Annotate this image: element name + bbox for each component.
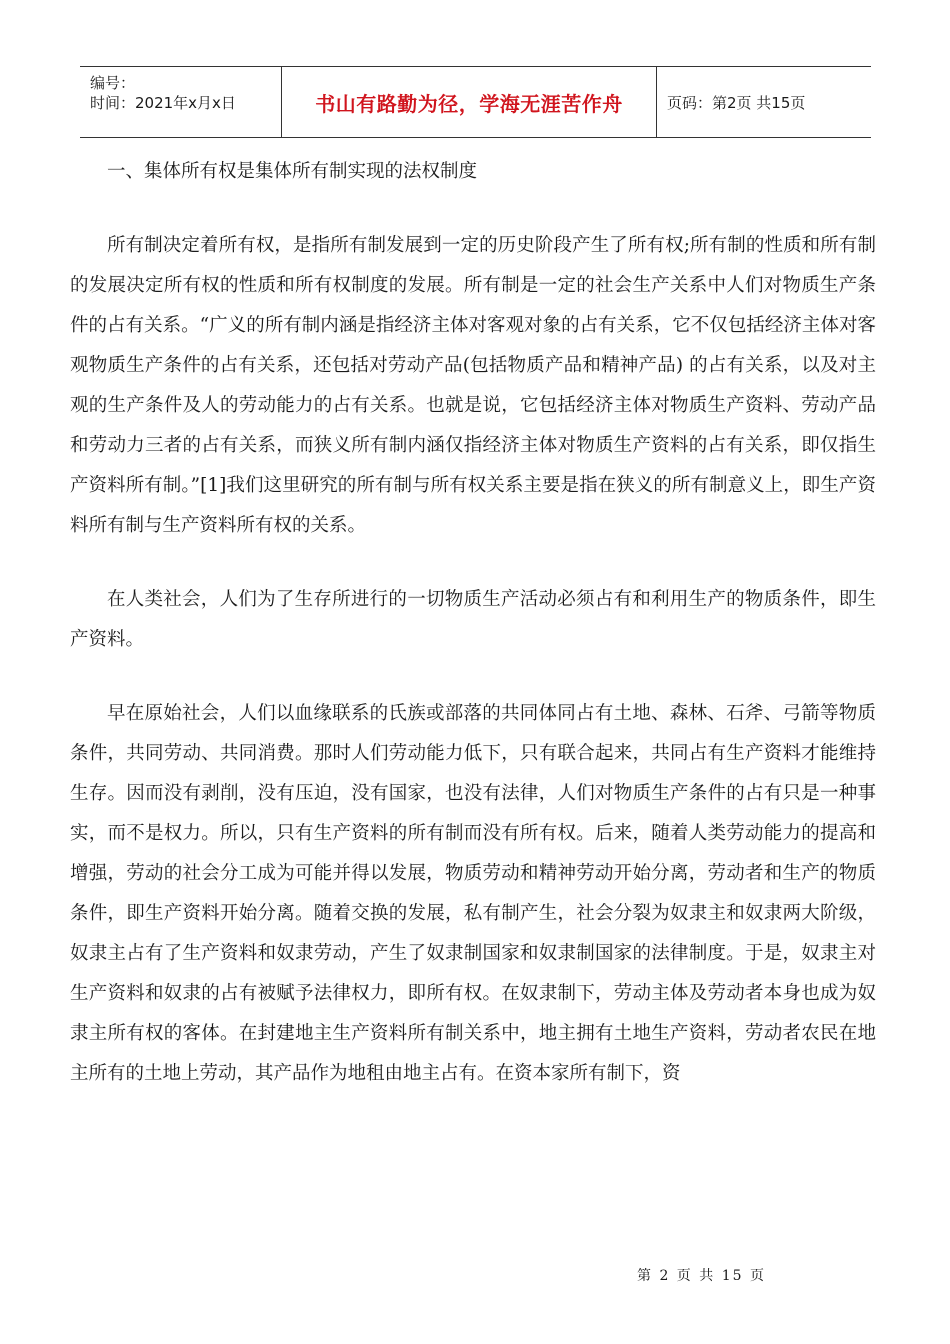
paragraph-2: 在人类社会，人们为了生存所进行的一切物质生产活动必须占有和利用生产的物质条件，即生产资料。 xyxy=(70,589,876,650)
section-heading: 一、集体所有权是集体所有制实现的法权制度 xyxy=(107,161,478,182)
page-footer: 第 2 页 共 15 页 xyxy=(637,1268,766,1284)
number-label: 编号： xyxy=(90,74,136,92)
document-body xyxy=(70,152,876,1128)
header-meta xyxy=(80,67,282,137)
header-motto: 书山有路勤为径，学海无涯苦作舟 xyxy=(282,67,657,137)
time-label: 时间：2021年x月x日 xyxy=(90,94,236,112)
header-page-info: 页码：第2页 共15页 xyxy=(667,93,806,112)
paragraph-1: 所有制决定着所有权，是指所有制发展到一定的历史阶段产生了所有权;所有制的性质和所有制的发展决定所有权的性质和所有权制度的发展。所有制是一定的社会生产关系中人们对物质生产条件的占有关系。“广义的所有制内涵是指经济主体对客观对象的占有关系，它不仅包括经济主体对客观物质生产条件的占有关系，还包括对劳动产品(包括物质产品和精神产品) 的占有关系，以及对主观的生产条件及人的劳动能力的占有关系。也就是说，它包括经济主体对物质生产资料、劳动产品和劳动力三者的占有关系，而狭义所有制内涵仅指经济主体对物质生产资料的占有关系，即仅指生产资料所有制。”[1]我们这里研究的所有制与所有权关系主要是指在狭义的所有制意义上，即生产资料所有制与生产资料所有权的关系。 xyxy=(70,235,876,536)
page-header xyxy=(80,66,871,138)
paragraph-3: 早在原始社会，人们以血缘联系的氏族或部落的共同体同占有土地、森林、石斧、弓箭等物质条件，共同劳动、共同消费。那时人们劳动能力低下，只有联合起来，共同占有生产资料才能维持生存。因而没有剥削，没有压迫，没有国家，也没有法律，人们对物质生产条件的占有只是一种事实，而不是权力。所以，只有生产资料的所有制而没有所有权。后来，随着人类劳动能力的提高和增强，劳动的社会分工成为可能并得以发展，物质劳动和精神劳动开始分离，劳动者和生产的物质条件，即生产资料开始分离。随着交换的发展，私有制产生，社会分裂为奴隶主和奴隶两大阶级，奴隶主占有了生产资料和奴隶劳动，产生了奴隶制国家和奴隶制国家的法律制度。于是，奴隶主对生产资料和奴隶的占有被赋予法律权力，即所有权。在奴隶制下，劳动主体及劳动者本身也成为奴隶主所有权的客体。在封建地主生产资料所有制关系中，地主拥有土地生产资料，劳动者农民在地主所有的土地上劳动，其产品作为地租由地主占有。在资本家所有制下，资 xyxy=(70,703,876,1084)
